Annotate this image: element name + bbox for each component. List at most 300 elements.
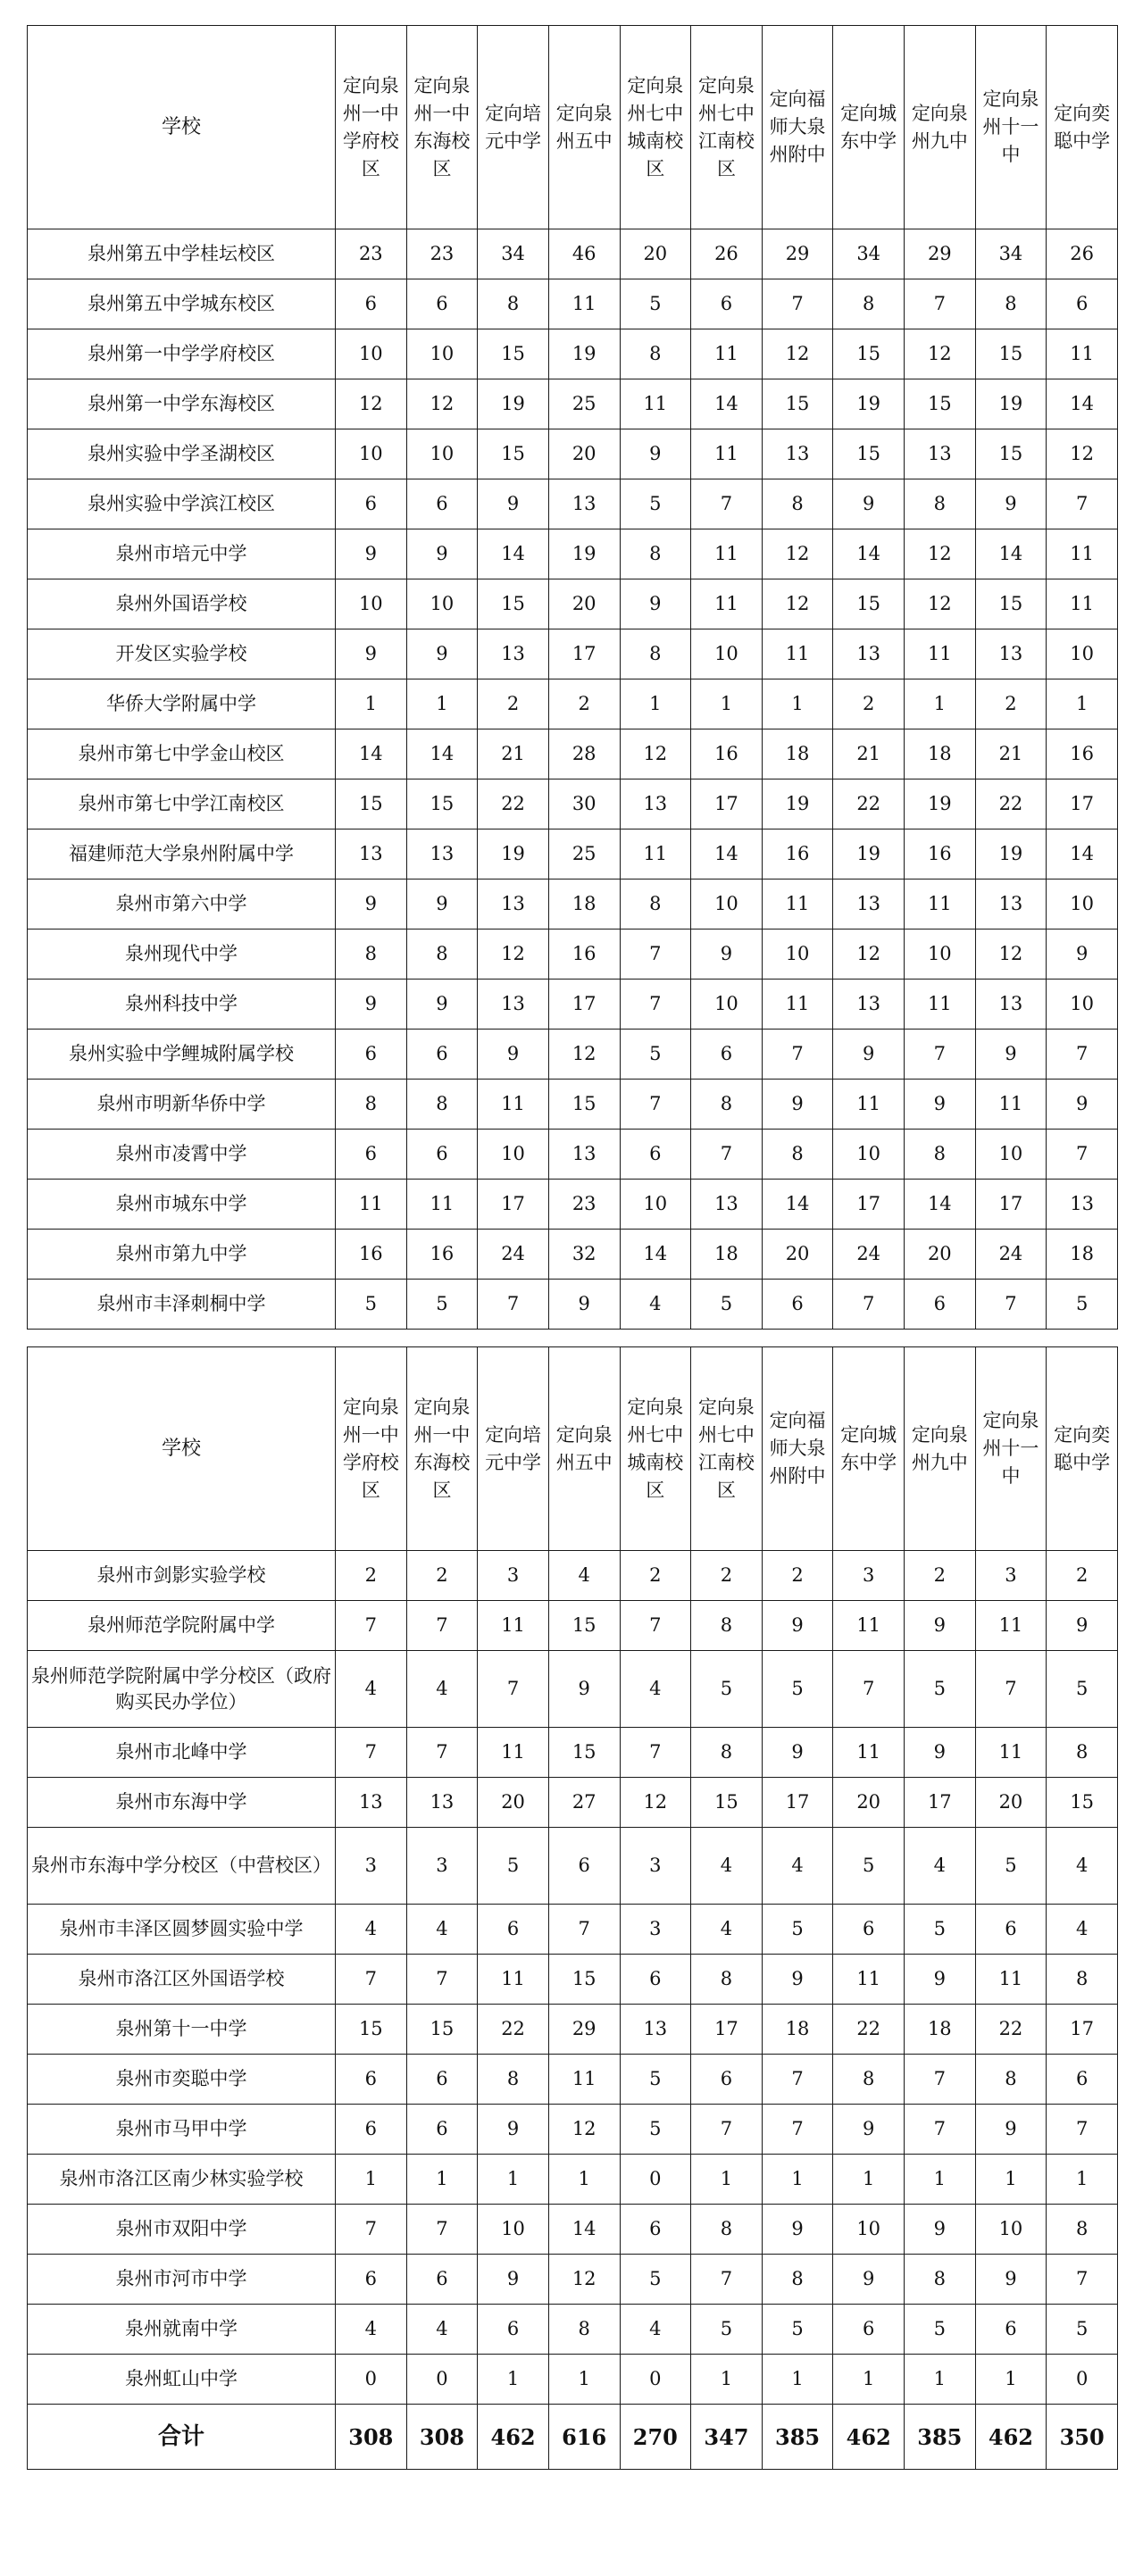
quota-value-cell: 11 xyxy=(762,880,833,930)
quota-value-cell: 7 xyxy=(691,479,763,529)
quota-value-cell: 17 xyxy=(478,1180,549,1230)
table-row xyxy=(28,779,1118,829)
quota-value-cell: 8 xyxy=(691,1601,763,1651)
quota-value-cell: 10 xyxy=(406,579,478,629)
quota-value-cell: 6 xyxy=(620,1955,691,2005)
quota-value-cell: 6 xyxy=(620,1130,691,1180)
quota-value-cell: 9 xyxy=(691,930,763,980)
quota-value-cell: 1 xyxy=(548,2155,620,2205)
table-row xyxy=(28,2005,1118,2055)
quota-value-cell: 1 xyxy=(762,2155,833,2205)
quota-value-cell: 12 xyxy=(478,930,549,980)
quota-value-cell: 8 xyxy=(905,479,976,529)
quota-value-cell: 6 xyxy=(406,479,478,529)
quota-value-cell: 15 xyxy=(548,1080,620,1130)
quota-value-cell: 8 xyxy=(691,2205,763,2255)
total-value-cell: 616 xyxy=(548,2405,620,2470)
quota-value-cell: 7 xyxy=(691,1130,763,1180)
quota-value-cell: 20 xyxy=(762,1230,833,1280)
quota-value-cell: 19 xyxy=(548,329,620,379)
quota-table-part-1 xyxy=(27,25,1118,1330)
quota-value-cell: 7 xyxy=(620,1728,691,1778)
quota-value-cell: 21 xyxy=(478,729,549,779)
quota-value-cell: 4 xyxy=(336,1905,407,1955)
quota-value-cell: 9 xyxy=(975,479,1047,529)
quota-value-cell: 13 xyxy=(478,880,549,930)
quota-value-cell: 12 xyxy=(905,329,976,379)
quota-value-cell: 2 xyxy=(620,1551,691,1601)
quota-value-cell: 13 xyxy=(833,629,905,679)
quota-value-cell: 12 xyxy=(548,2255,620,2305)
table-row xyxy=(28,279,1118,329)
school-name-cell: 泉州市北峰中学 xyxy=(28,1728,336,1778)
quota-value-cell: 9 xyxy=(620,429,691,479)
quota-value-cell: 5 xyxy=(1047,2305,1118,2355)
quota-value-cell: 1 xyxy=(336,679,407,729)
table-row xyxy=(28,980,1118,1030)
quota-value-cell: 7 xyxy=(905,279,976,329)
school-name-cell: 泉州市第七中学江南校区 xyxy=(28,779,336,829)
school-name-cell: 泉州市奕聪中学 xyxy=(28,2055,336,2105)
quota-value-cell: 14 xyxy=(691,379,763,429)
quota-value-cell: 11 xyxy=(478,1728,549,1778)
quota-value-cell: 4 xyxy=(691,1905,763,1955)
column-header: 定向培元中学 xyxy=(478,26,549,229)
quota-value-cell: 6 xyxy=(1047,279,1118,329)
quota-value-cell: 8 xyxy=(620,880,691,930)
quota-value-cell: 11 xyxy=(1047,579,1118,629)
quota-value-cell: 9 xyxy=(478,479,549,529)
quota-value-cell: 11 xyxy=(975,1080,1047,1130)
quota-value-cell: 10 xyxy=(1047,629,1118,679)
table-row xyxy=(28,1080,1118,1130)
quota-value-cell: 18 xyxy=(762,2005,833,2055)
quota-value-cell: 1 xyxy=(478,2355,549,2405)
school-name-cell: 开发区实验学校 xyxy=(28,629,336,679)
quota-value-cell: 10 xyxy=(1047,880,1118,930)
quota-value-cell: 5 xyxy=(905,1905,976,1955)
quota-value-cell: 24 xyxy=(975,1230,1047,1280)
table-header-row xyxy=(28,1347,1118,1551)
quota-value-cell: 34 xyxy=(975,229,1047,279)
quota-value-cell: 2 xyxy=(905,1551,976,1601)
quota-value-cell: 9 xyxy=(336,529,407,579)
quota-value-cell: 7 xyxy=(1047,479,1118,529)
quota-value-cell: 24 xyxy=(478,1230,549,1280)
quota-value-cell: 6 xyxy=(833,2305,905,2355)
quota-value-cell: 4 xyxy=(762,1828,833,1905)
quota-value-cell: 4 xyxy=(620,2305,691,2355)
quota-value-cell: 9 xyxy=(833,2255,905,2305)
quota-value-cell: 6 xyxy=(406,1030,478,1080)
quota-value-cell: 5 xyxy=(691,2305,763,2355)
column-header: 定向泉州一中学府校区 xyxy=(336,1347,407,1551)
quota-value-cell: 20 xyxy=(620,229,691,279)
quota-value-cell: 7 xyxy=(975,1280,1047,1330)
quota-value-cell: 1 xyxy=(905,679,976,729)
quota-value-cell: 8 xyxy=(1047,1728,1118,1778)
quota-value-cell: 6 xyxy=(336,1030,407,1080)
quota-value-cell: 22 xyxy=(833,779,905,829)
quota-value-cell: 8 xyxy=(620,329,691,379)
quota-value-cell: 4 xyxy=(905,1828,976,1905)
quota-value-cell: 14 xyxy=(905,1180,976,1230)
quota-value-cell: 13 xyxy=(975,880,1047,930)
quota-value-cell: 15 xyxy=(975,429,1047,479)
quota-value-cell: 9 xyxy=(762,1955,833,2005)
quota-value-cell: 15 xyxy=(762,379,833,429)
quota-value-cell: 0 xyxy=(620,2355,691,2405)
quota-value-cell: 22 xyxy=(478,2005,549,2055)
quota-value-cell: 21 xyxy=(975,729,1047,779)
quota-value-cell: 10 xyxy=(975,2205,1047,2255)
quota-value-cell: 13 xyxy=(406,1778,478,1828)
quota-value-cell: 8 xyxy=(478,2055,549,2105)
quota-value-cell: 11 xyxy=(478,1955,549,2005)
column-header: 定向泉州七中城南校区 xyxy=(620,26,691,229)
quota-value-cell: 4 xyxy=(620,1280,691,1330)
quota-value-cell: 15 xyxy=(975,579,1047,629)
quota-value-cell: 13 xyxy=(975,980,1047,1030)
quota-value-cell: 15 xyxy=(406,2005,478,2055)
quota-value-cell: 9 xyxy=(833,479,905,529)
quota-value-cell: 10 xyxy=(336,429,407,479)
quota-value-cell: 17 xyxy=(691,779,763,829)
quota-value-cell: 1 xyxy=(620,679,691,729)
column-header: 定向泉州十一中 xyxy=(975,1347,1047,1551)
total-value-cell: 308 xyxy=(406,2405,478,2470)
column-header: 定向泉州一中东海校区 xyxy=(406,26,478,229)
quota-value-cell: 11 xyxy=(1047,329,1118,379)
quota-value-cell: 6 xyxy=(691,2055,763,2105)
quota-value-cell: 10 xyxy=(406,429,478,479)
school-name-cell: 泉州市明新华侨中学 xyxy=(28,1080,336,1130)
quota-value-cell: 9 xyxy=(762,1601,833,1651)
quota-value-cell: 10 xyxy=(905,930,976,980)
table-row xyxy=(28,1130,1118,1180)
quota-value-cell: 17 xyxy=(833,1180,905,1230)
quota-value-cell: 5 xyxy=(1047,1280,1118,1330)
quota-value-cell: 28 xyxy=(548,729,620,779)
quota-value-cell: 8 xyxy=(905,2255,976,2305)
table-row xyxy=(28,930,1118,980)
quota-value-cell: 5 xyxy=(478,1828,549,1905)
quota-value-cell: 7 xyxy=(905,1030,976,1080)
quota-value-cell: 17 xyxy=(1047,2005,1118,2055)
quota-value-cell: 3 xyxy=(975,1551,1047,1601)
quota-value-cell: 6 xyxy=(478,1905,549,1955)
school-name-cell: 泉州市第六中学 xyxy=(28,880,336,930)
total-label: 合计 xyxy=(28,2405,336,2470)
quota-value-cell: 5 xyxy=(762,1905,833,1955)
quota-value-cell: 7 xyxy=(478,1651,549,1728)
quota-value-cell: 15 xyxy=(406,779,478,829)
quota-value-cell: 8 xyxy=(762,1130,833,1180)
quota-value-cell: 9 xyxy=(1047,1080,1118,1130)
quota-value-cell: 6 xyxy=(336,2105,407,2155)
school-name-cell: 泉州市洛江区外国语学校 xyxy=(28,1955,336,2005)
quota-value-cell: 10 xyxy=(1047,980,1118,1030)
quota-value-cell: 13 xyxy=(620,2005,691,2055)
quota-value-cell: 5 xyxy=(762,2305,833,2355)
quota-value-cell: 30 xyxy=(548,779,620,829)
quota-value-cell: 13 xyxy=(833,880,905,930)
quota-value-cell: 15 xyxy=(905,379,976,429)
quota-value-cell: 6 xyxy=(1047,2055,1118,2105)
quota-value-cell: 11 xyxy=(762,980,833,1030)
quota-value-cell: 7 xyxy=(336,1601,407,1651)
quota-value-cell: 17 xyxy=(691,2005,763,2055)
quota-value-cell: 27 xyxy=(548,1778,620,1828)
quota-value-cell: 6 xyxy=(336,479,407,529)
column-header: 定向泉州一中东海校区 xyxy=(406,1347,478,1551)
school-name-cell: 泉州实验中学圣湖校区 xyxy=(28,429,336,479)
table-row xyxy=(28,1230,1118,1280)
quota-value-cell: 20 xyxy=(548,429,620,479)
quota-value-cell: 1 xyxy=(975,2155,1047,2205)
quota-value-cell: 7 xyxy=(1047,1030,1118,1080)
total-value-cell: 350 xyxy=(1047,2405,1118,2470)
table-row xyxy=(28,679,1118,729)
quota-value-cell: 4 xyxy=(406,1905,478,1955)
quota-value-cell: 12 xyxy=(1047,429,1118,479)
quota-value-cell: 15 xyxy=(478,329,549,379)
quota-value-cell: 10 xyxy=(336,329,407,379)
quota-value-cell: 1 xyxy=(406,2155,478,2205)
quota-value-cell: 9 xyxy=(478,2255,549,2305)
quota-value-cell: 12 xyxy=(620,1778,691,1828)
quota-value-cell: 24 xyxy=(833,1230,905,1280)
quota-value-cell: 11 xyxy=(691,529,763,579)
quota-value-cell: 19 xyxy=(478,379,549,429)
column-header: 定向泉州七中江南校区 xyxy=(691,1347,763,1551)
quota-value-cell: 8 xyxy=(905,1130,976,1180)
school-name-cell: 泉州外国语学校 xyxy=(28,579,336,629)
quota-value-cell: 5 xyxy=(762,1651,833,1728)
quota-value-cell: 0 xyxy=(336,2355,407,2405)
quota-value-cell: 2 xyxy=(406,1551,478,1601)
quota-value-cell: 6 xyxy=(336,279,407,329)
quota-value-cell: 7 xyxy=(975,1651,1047,1728)
quota-value-cell: 4 xyxy=(406,1651,478,1728)
quota-value-cell: 11 xyxy=(691,329,763,379)
quota-value-cell: 9 xyxy=(905,2205,976,2255)
quota-value-cell: 6 xyxy=(406,2255,478,2305)
total-value-cell: 385 xyxy=(762,2405,833,2470)
quota-value-cell: 19 xyxy=(833,829,905,880)
quota-value-cell: 34 xyxy=(478,229,549,279)
quota-value-cell: 6 xyxy=(406,1130,478,1180)
quota-value-cell: 25 xyxy=(548,829,620,880)
total-value-cell: 385 xyxy=(905,2405,976,2470)
table-body xyxy=(28,229,1118,1330)
school-name-cell: 泉州第十一中学 xyxy=(28,2005,336,2055)
quota-value-cell: 11 xyxy=(548,2055,620,2105)
quota-value-cell: 9 xyxy=(406,529,478,579)
school-name-cell: 泉州市马甲中学 xyxy=(28,2105,336,2155)
quota-value-cell: 15 xyxy=(548,1601,620,1651)
school-name-cell: 泉州师范学院附属中学 xyxy=(28,1601,336,1651)
school-name-cell: 泉州市双阳中学 xyxy=(28,2205,336,2255)
school-name-cell: 福建师范大学泉州附属中学 xyxy=(28,829,336,880)
quota-value-cell: 3 xyxy=(620,1905,691,1955)
quota-value-cell: 9 xyxy=(905,1728,976,1778)
school-name-cell: 泉州第一中学学府校区 xyxy=(28,329,336,379)
column-header: 定向泉州九中 xyxy=(905,1347,976,1551)
quota-value-cell: 6 xyxy=(975,1905,1047,1955)
column-header: 定向泉州一中学府校区 xyxy=(336,26,407,229)
quota-value-cell: 14 xyxy=(548,2205,620,2255)
quota-value-cell: 9 xyxy=(336,880,407,930)
table-row xyxy=(28,1030,1118,1080)
quota-value-cell: 4 xyxy=(1047,1828,1118,1905)
quota-value-cell: 7 xyxy=(762,1030,833,1080)
quota-value-cell: 6 xyxy=(548,1828,620,1905)
quota-value-cell: 11 xyxy=(762,629,833,679)
quota-value-cell: 13 xyxy=(762,429,833,479)
school-name-cell: 泉州市第七中学金山校区 xyxy=(28,729,336,779)
quota-value-cell: 18 xyxy=(1047,1230,1118,1280)
quota-value-cell: 7 xyxy=(620,930,691,980)
quota-value-cell: 10 xyxy=(975,1130,1047,1180)
quota-value-cell: 15 xyxy=(336,779,407,829)
quota-value-cell: 19 xyxy=(975,829,1047,880)
quota-value-cell: 13 xyxy=(975,629,1047,679)
quota-value-cell: 32 xyxy=(548,1230,620,1280)
column-header: 定向泉州九中 xyxy=(905,26,976,229)
quota-value-cell: 11 xyxy=(905,980,976,1030)
quota-value-cell: 8 xyxy=(336,930,407,980)
quota-value-cell: 9 xyxy=(833,1030,905,1080)
school-name-cell: 泉州师范学院附属中学分校区（政府购买民办学位） xyxy=(28,1651,336,1728)
quota-value-cell: 7 xyxy=(620,980,691,1030)
table-row xyxy=(28,1601,1118,1651)
quota-value-cell: 17 xyxy=(762,1778,833,1828)
quota-value-cell: 16 xyxy=(691,729,763,779)
quota-value-cell: 8 xyxy=(691,1955,763,2005)
school-name-cell: 泉州现代中学 xyxy=(28,930,336,980)
quota-value-cell: 5 xyxy=(620,2055,691,2105)
quota-value-cell: 20 xyxy=(975,1778,1047,1828)
table-row xyxy=(28,880,1118,930)
school-column-header: 学校 xyxy=(28,1347,336,1551)
quota-value-cell: 7 xyxy=(762,2105,833,2155)
quota-value-cell: 11 xyxy=(905,629,976,679)
quota-value-cell: 7 xyxy=(833,1280,905,1330)
quota-value-cell: 11 xyxy=(406,1180,478,1230)
quota-value-cell: 13 xyxy=(1047,1180,1118,1230)
quota-value-cell: 8 xyxy=(406,1080,478,1130)
quota-value-cell: 17 xyxy=(1047,779,1118,829)
quota-value-cell: 6 xyxy=(478,2305,549,2355)
table-row xyxy=(28,2155,1118,2205)
quota-value-cell: 14 xyxy=(336,729,407,779)
quota-value-cell: 13 xyxy=(548,1130,620,1180)
quota-value-cell: 6 xyxy=(691,1030,763,1080)
school-name-cell: 泉州第一中学东海校区 xyxy=(28,379,336,429)
column-header: 定向培元中学 xyxy=(478,1347,549,1551)
table-row xyxy=(28,729,1118,779)
quota-value-cell: 8 xyxy=(478,279,549,329)
quota-value-cell: 8 xyxy=(336,1080,407,1130)
table-row xyxy=(28,2355,1118,2405)
quota-value-cell: 5 xyxy=(620,2105,691,2155)
quota-value-cell: 0 xyxy=(406,2355,478,2405)
quota-value-cell: 0 xyxy=(620,2155,691,2205)
quota-value-cell: 19 xyxy=(478,829,549,880)
total-value-cell: 270 xyxy=(620,2405,691,2470)
quota-value-cell: 8 xyxy=(406,930,478,980)
quota-value-cell: 5 xyxy=(833,1828,905,1905)
quota-value-cell: 23 xyxy=(548,1180,620,1230)
quota-value-cell: 7 xyxy=(905,2055,976,2105)
quota-value-cell: 11 xyxy=(833,1728,905,1778)
quota-value-cell: 1 xyxy=(833,2355,905,2405)
quota-value-cell: 1 xyxy=(691,679,763,729)
quota-value-cell: 5 xyxy=(905,1651,976,1728)
quota-value-cell: 9 xyxy=(762,1728,833,1778)
quota-value-cell: 1 xyxy=(975,2355,1047,2405)
quota-value-cell: 10 xyxy=(762,930,833,980)
quota-value-cell: 2 xyxy=(975,679,1047,729)
quota-value-cell: 4 xyxy=(406,2305,478,2355)
quota-value-cell: 7 xyxy=(336,1955,407,2005)
quota-value-cell: 1 xyxy=(691,2355,763,2405)
table-row xyxy=(28,479,1118,529)
quota-value-cell: 21 xyxy=(833,729,905,779)
quota-value-cell: 8 xyxy=(762,2255,833,2305)
quota-value-cell: 10 xyxy=(478,1130,549,1180)
quota-value-cell: 1 xyxy=(406,679,478,729)
quota-value-cell: 15 xyxy=(478,579,549,629)
quota-value-cell: 16 xyxy=(1047,729,1118,779)
quota-value-cell: 7 xyxy=(406,1601,478,1651)
quota-value-cell: 11 xyxy=(833,1080,905,1130)
column-header: 定向城东中学 xyxy=(833,26,905,229)
table-row xyxy=(28,529,1118,579)
quota-value-cell: 1 xyxy=(336,2155,407,2205)
table-row xyxy=(28,229,1118,279)
quota-value-cell: 3 xyxy=(833,1551,905,1601)
quota-value-cell: 7 xyxy=(1047,2105,1118,2155)
table-row xyxy=(28,2305,1118,2355)
quota-value-cell: 3 xyxy=(336,1828,407,1905)
quota-value-cell: 1 xyxy=(762,2355,833,2405)
quota-value-cell: 12 xyxy=(975,930,1047,980)
quota-value-cell: 1 xyxy=(691,2155,763,2205)
quota-value-cell: 6 xyxy=(406,279,478,329)
quota-value-cell: 8 xyxy=(1047,1955,1118,2005)
quota-value-cell: 12 xyxy=(336,379,407,429)
quota-value-cell: 9 xyxy=(406,629,478,679)
table-row xyxy=(28,329,1118,379)
quota-value-cell: 13 xyxy=(478,980,549,1030)
total-value-cell: 347 xyxy=(691,2405,763,2470)
quota-value-cell: 9 xyxy=(336,980,407,1030)
quota-value-cell: 4 xyxy=(336,2305,407,2355)
quota-value-cell: 9 xyxy=(905,1601,976,1651)
quota-value-cell: 14 xyxy=(975,529,1047,579)
quota-value-cell: 15 xyxy=(478,429,549,479)
quota-value-cell: 14 xyxy=(406,729,478,779)
quota-value-cell: 13 xyxy=(905,429,976,479)
table-row xyxy=(28,1955,1118,2005)
quota-value-cell: 6 xyxy=(905,1280,976,1330)
quota-value-cell: 17 xyxy=(548,980,620,1030)
quota-value-cell: 19 xyxy=(975,379,1047,429)
quota-value-cell: 7 xyxy=(1047,1130,1118,1180)
quota-value-cell: 11 xyxy=(478,1601,549,1651)
